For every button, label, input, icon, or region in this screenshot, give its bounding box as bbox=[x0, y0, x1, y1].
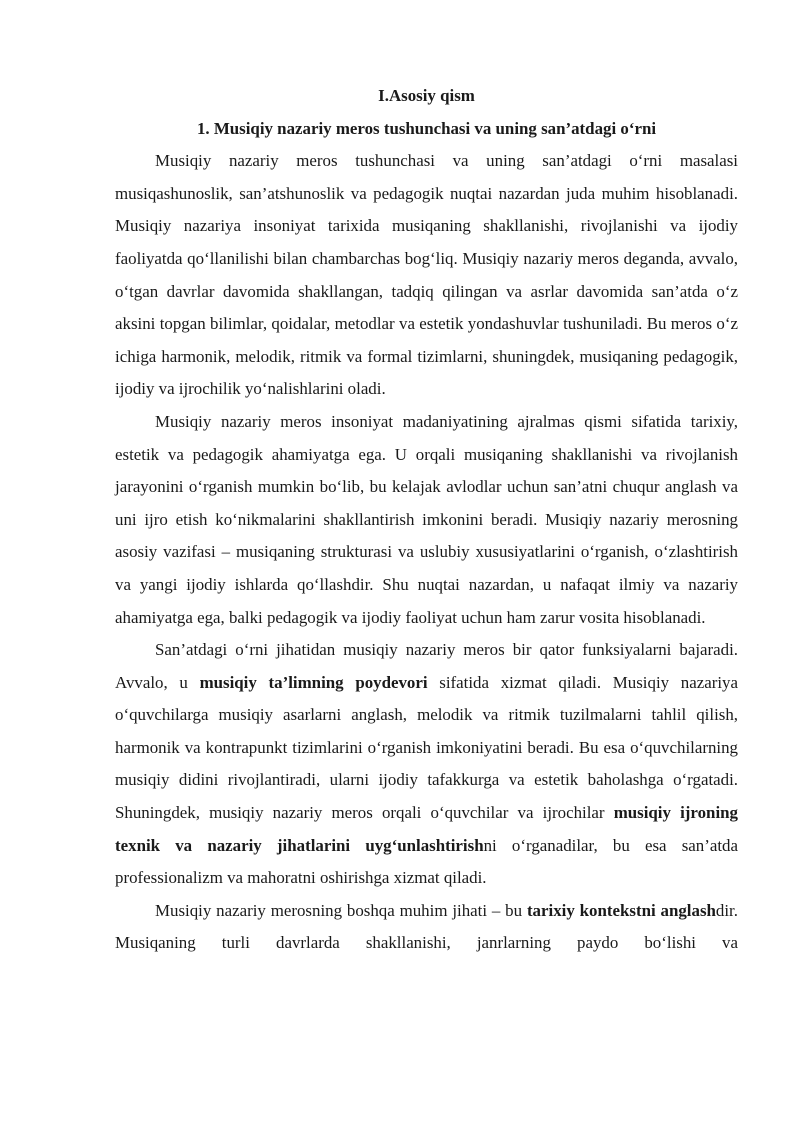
paragraph-3-bold-2: musiqiy ijroning texnik va nazariy jihatlarini uyg‘unlashtirish bbox=[115, 803, 738, 855]
paragraph-3-text-2: sifatida xizmat qiladi. Musiqiy nazariya o‘quvchilarga musiqiy asarlarni anglash, melodik va ritmik tuzilmalarni tahlil qilish, harmonik va kontrapunkt tizimlarini o‘rganish imkoniyatini beradi. Bu esa o‘quvchilarning musiqiy didini rivojlantiradi, ularni ijodiy tafakkurga va estetik baholashga o‘rgatadi. Shuningdek, musiqiy nazariy meros orqali o‘quvchilar va ijrochilar bbox=[115, 672, 738, 823]
paragraph-3-bold-1: musiqiy ta’limning poydevori bbox=[199, 672, 428, 692]
paragraph-3-text-1: San’atdagi o‘rni jihatidan musiqiy nazariy meros bir qator funksiyalarni bajaradi. Avvalo, u bbox=[115, 640, 738, 692]
paragraph-4-text-1: Musiqiy nazariy merosning boshqa muhim jihati – bu bbox=[155, 900, 527, 920]
paragraph-4 bbox=[115, 895, 738, 960]
part-title: I.Asosiy qism bbox=[378, 86, 475, 105]
paragraph-3 bbox=[115, 634, 738, 895]
paragraph-1: Musiqiy nazariy meros tushunchasi va uning san’atdagi o‘rni masalasi musiqashunoslik, san’atshunoslik va pedagogik nuqtai nazardan juda muhim hisoblanadi. Musiqiy nazariya insoniyat tarixida musiqaning shakllanishi, rivojlanishi va ijodiy faoliyatda qo‘llanilishi bilan chambarchas bog‘liq. Musiqiy nazariy meros deganda, avvalo, o‘tgan davrlar davomida shakllangan, tadqiq qilingan va asrlar davomida san’atda o‘z aksini topgan bilimlar, qoidalar, metodlar va estetik yondashuvlar tushuniladi. Bu meros o‘z ichiga harmonik, melodik, ritmik va formal tizimlarni, shuningdek, musiqaning pedagogik, ijodiy va ijrochilik yo‘nalishlarini oladi. bbox=[115, 151, 738, 399]
paragraph-2: Musiqiy nazariy meros insoniyat madaniyatining ajralmas qismi sifatida tarixiy, estetik va pedagogik ahamiyatga ega. U orqali musiqaning shakllanishi va rivojlanish jarayonini o‘rganish mumkin bo‘lib, bu kelajak avlodlar uchun san’atni chuqur anglash va uni ijro etish ko‘nikmalarini shakllantirish imkonini beradi. Musiqiy nazariy merosning asosiy vazifasi – musiqaning strukturasi va uslubiy xususiyatlarini o‘rganish, o‘zlashtirish va yangi ijodiy ishlarda qo‘llashdir. Shu nuqtai nazardan, u nafaqat ilmiy va nazariy ahamiyatga ega, balki pedagogik va ijodiy faoliyat uchun ham zarur vosita hisoblanadi. bbox=[115, 411, 738, 627]
document-content bbox=[115, 80, 738, 960]
paragraph-4-bold-1: tarixiy kontekstni anglash bbox=[526, 900, 716, 920]
paragraph-4-text-2: dir. Musiqaning turli davrlarda shakllanishi, janrlarning paydo bo‘lishi va bbox=[115, 900, 738, 953]
paragraph-3-text-3: ni o‘rganadilar, bu esa san’atda professionalizm va mahoratni oshirishga xizmat qiladi. bbox=[115, 835, 738, 888]
section-title: 1. Musiqiy nazariy meros tushunchasi va uning san’atdagi o‘rni bbox=[196, 118, 657, 138]
